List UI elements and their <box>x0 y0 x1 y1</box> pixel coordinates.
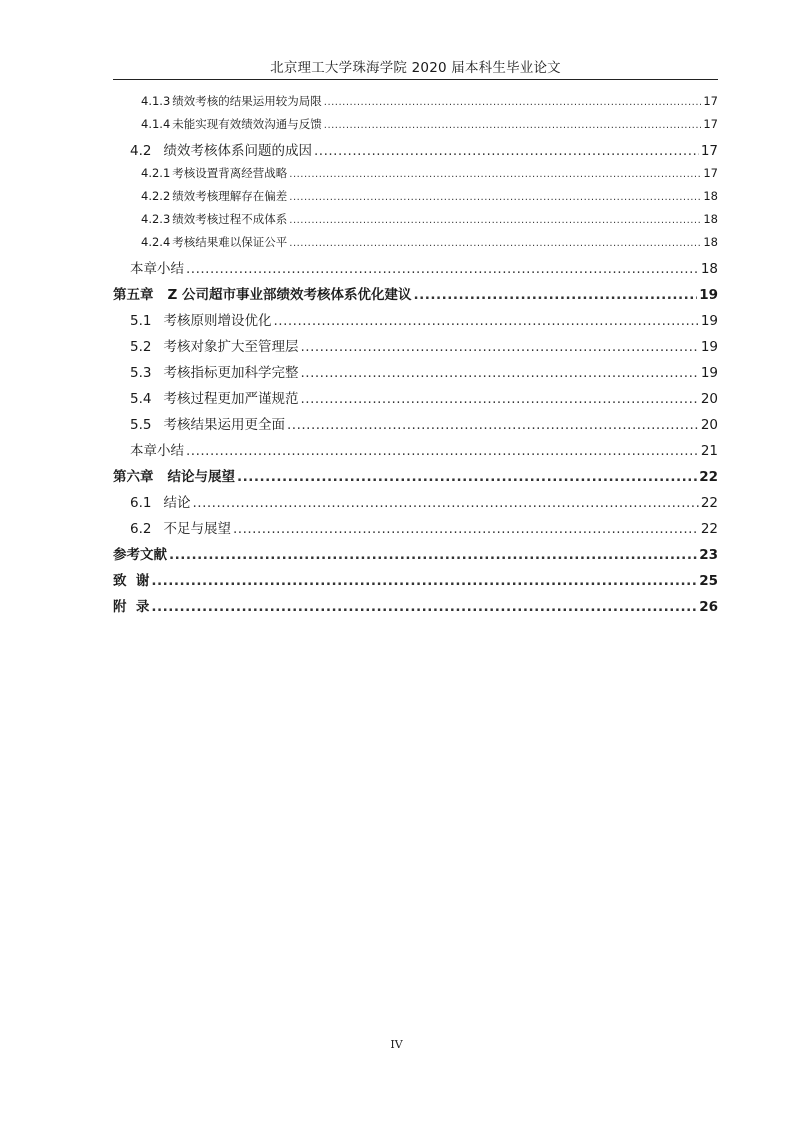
toc-entry[interactable] <box>113 165 718 188</box>
toc-entry-title: 结论 <box>163 495 191 511</box>
toc-leader-dots <box>314 143 699 159</box>
toc-entry[interactable] <box>113 283 718 309</box>
page-number: IV <box>390 1038 403 1051</box>
toc-leader-dots <box>151 599 697 615</box>
toc-entry-title: 致 谢 <box>113 573 150 589</box>
toc-leader-dots <box>289 212 701 226</box>
toc-entry-number: 5.1 <box>130 313 152 329</box>
toc-entry-number: 4.1.3 <box>141 94 171 108</box>
toc-entry-page: 20 <box>700 417 718 433</box>
toc-entry[interactable] <box>113 439 718 465</box>
toc-entry[interactable] <box>113 309 718 335</box>
toc-leader-dots <box>273 313 698 329</box>
toc-entry-title: 考核过程更加严谨规范 <box>163 391 299 407</box>
toc-entry-page: 22 <box>699 469 718 485</box>
toc-leader-dots <box>300 365 698 381</box>
toc-entry-title: 不足与展望 <box>163 521 231 537</box>
toc-entry-title: 本章小结 <box>130 443 184 459</box>
toc-leader-dots <box>414 287 698 303</box>
toc-entry-page: 17 <box>703 166 718 180</box>
toc-entry-page: 18 <box>700 261 718 277</box>
toc-entry-number: 4.2.4 <box>141 235 171 249</box>
toc-entry-number: 4.2 <box>130 143 152 159</box>
toc-entry-page: 19 <box>700 365 718 381</box>
toc-entry[interactable] <box>113 491 718 517</box>
toc-leader-dots <box>300 339 698 355</box>
toc-entry[interactable] <box>113 569 718 595</box>
toc-entry[interactable] <box>113 116 718 139</box>
toc-entry[interactable] <box>113 139 718 165</box>
toc-entry-page: 19 <box>700 313 718 329</box>
toc-leader-dots <box>169 547 697 563</box>
toc-leader-dots <box>289 166 701 180</box>
toc-entry[interactable] <box>113 93 718 116</box>
toc-entry-number: 5.5 <box>130 417 152 433</box>
toc-entry[interactable] <box>113 361 718 387</box>
toc-entry[interactable] <box>113 387 718 413</box>
toc-entry-title: 考核指标更加科学完整 <box>163 365 299 381</box>
toc-entry[interactable] <box>113 517 718 543</box>
toc-entry-title: 绩效考核过程不成体系 <box>172 212 288 226</box>
toc-entry-page: 17 <box>703 117 718 131</box>
toc-entry[interactable] <box>113 234 718 257</box>
toc-entry-page: 18 <box>703 189 718 203</box>
toc-entry[interactable] <box>113 335 718 361</box>
toc-leader-dots <box>324 94 702 108</box>
toc-entry-number: 5.3 <box>130 365 152 381</box>
toc-entry-title: 本章小结 <box>130 261 184 277</box>
toc-entry-page: 26 <box>699 599 718 615</box>
toc-entry-number: 第五章 <box>113 287 154 303</box>
toc-entry-title: 附 录 <box>113 599 150 615</box>
toc-entry-page: 17 <box>700 143 718 159</box>
toc-entry-page: 18 <box>703 212 718 226</box>
toc-leader-dots <box>192 495 698 511</box>
toc-entry[interactable] <box>113 543 718 569</box>
toc-entry-number: 4.2.2 <box>141 189 171 203</box>
toc-leader-dots <box>300 391 698 407</box>
toc-entry[interactable] <box>113 188 718 211</box>
table-of-contents <box>113 93 718 621</box>
toc-entry-title: 考核设置背离经营战略 <box>172 166 288 180</box>
toc-leader-dots <box>237 469 697 485</box>
toc-entry-page: 23 <box>699 547 718 563</box>
toc-entry-page: 20 <box>700 391 718 407</box>
toc-entry-number: 4.2.1 <box>141 166 171 180</box>
toc-entry-title: 绩效考核理解存在偏差 <box>172 189 288 203</box>
toc-entry-title: 考核结果难以保证公平 <box>172 235 288 249</box>
header-rule <box>113 79 718 80</box>
toc-entry-page: 22 <box>700 521 718 537</box>
toc-entry-number: 5.2 <box>130 339 152 355</box>
toc-leader-dots <box>287 417 699 433</box>
toc-entry-title: 未能实现有效绩效沟通与反馈 <box>172 117 322 131</box>
toc-entry-title: 考核原则增设优化 <box>163 313 272 329</box>
toc-entry[interactable] <box>113 595 718 621</box>
toc-entry-page: 19 <box>700 339 718 355</box>
toc-entry-title: 考核结果运用更全面 <box>163 417 285 433</box>
toc-entry[interactable] <box>113 465 718 491</box>
toc-entry-title: 绩效考核的结果运用较为局限 <box>172 94 322 108</box>
toc-entry-title: 结论与展望 <box>167 469 235 485</box>
toc-leader-dots <box>186 261 699 277</box>
toc-leader-dots <box>186 443 699 459</box>
toc-entry-number: 5.4 <box>130 391 152 407</box>
toc-entry-title: Z 公司超市事业部绩效考核体系优化建议 <box>167 287 412 303</box>
toc-entry[interactable] <box>113 257 718 283</box>
toc-entry-page: 18 <box>703 235 718 249</box>
toc-entry-number: 6.1 <box>130 495 152 511</box>
toc-leader-dots <box>289 189 701 203</box>
toc-entry[interactable] <box>113 413 718 439</box>
toc-entry-page: 22 <box>700 495 718 511</box>
toc-entry-number: 6.2 <box>130 521 152 537</box>
toc-entry-number: 4.2.3 <box>141 212 171 226</box>
toc-leader-dots <box>151 573 697 589</box>
toc-entry-page: 19 <box>699 287 718 303</box>
toc-entry[interactable] <box>113 211 718 234</box>
toc-leader-dots <box>233 521 699 537</box>
toc-entry-title: 参考文献 <box>113 547 167 563</box>
toc-entry-page: 21 <box>700 443 718 459</box>
toc-entry-title: 绩效考核体系问题的成因 <box>163 143 312 159</box>
toc-entry-number: 4.1.4 <box>141 117 171 131</box>
toc-entry-page: 25 <box>699 573 718 589</box>
toc-entry-page: 17 <box>703 94 718 108</box>
toc-entry-number: 第六章 <box>113 469 154 485</box>
page-header: 北京理工大学珠海学院 2020 届本科生毕业论文 <box>270 60 561 76</box>
toc-entry-title: 考核对象扩大至管理层 <box>163 339 299 355</box>
toc-leader-dots <box>324 117 702 131</box>
toc-leader-dots <box>289 235 701 249</box>
